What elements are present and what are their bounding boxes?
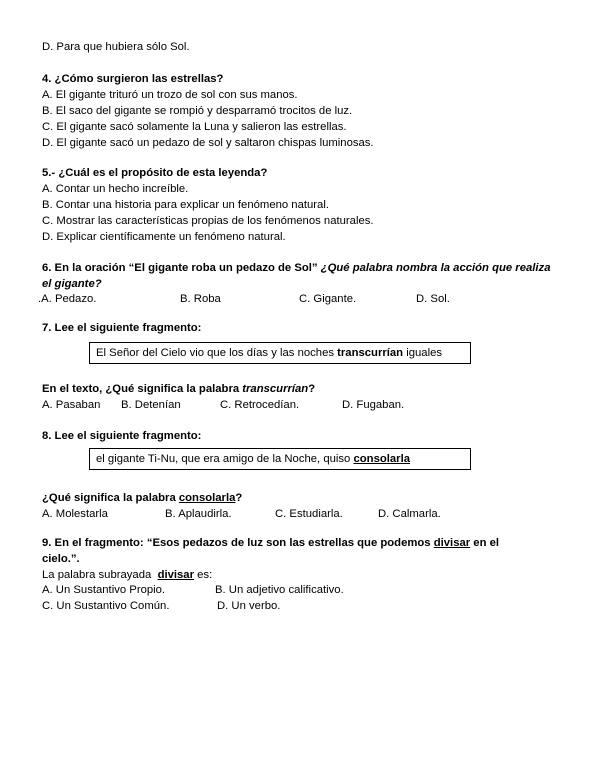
q8-option-a: A. Molestarla <box>42 508 108 520</box>
q8-option-b: B. Aplaudirla. <box>165 508 232 520</box>
q6-title-italic: ¿Qué palabra nombra la acción que realiza <box>317 262 551 274</box>
q8-question-text: ¿Qué significa la palabra <box>42 492 179 504</box>
q6-option-b: B. Roba <box>180 293 221 305</box>
q8-title: 8. Lee el siguiente fragmento: <box>42 430 202 442</box>
q7-title: 7. Lee el siguiente fragmento: <box>42 322 202 334</box>
q9-prompt-text: La palabra subrayada <box>42 569 158 581</box>
q7-question-text: En el texto, ¿Qué significa la palabra <box>42 383 243 395</box>
q4-option-a: A. El gigante trituró un trozo de sol con sus manos. <box>42 89 298 101</box>
q7-option-b: B. Detenían <box>121 399 181 411</box>
q8-question-word: consolarla <box>178 492 236 504</box>
q8-question-end: ? <box>235 492 243 504</box>
q4-option-c: C. El gigante sacó solamente la Luna y salieron las estrellas. <box>42 121 347 133</box>
q7-fragment-keyword: transcurrían <box>337 347 404 359</box>
q9-title-line2: cielo.”. <box>42 553 80 565</box>
q6-title-line2: el gigante? <box>42 278 102 290</box>
q6-option-d: D. Sol. <box>416 293 450 305</box>
q5-title: 5.- ¿Cuál es el propósito de esta leyenda? <box>42 167 268 179</box>
q7-question <box>42 382 315 396</box>
q9-option-a: A. Un Sustantivo Propio. <box>42 584 166 596</box>
q5-option-c: C. Mostrar las características propias de los fenómenos naturales. <box>42 215 374 227</box>
q6-title-bold: 6. En la oración “El gigante roba un pedazo de Sol” <box>42 262 318 274</box>
q7-fragment-text: El Señor del Cielo vio que los días y las noches <box>96 347 338 359</box>
q9-option-b: B. Un adjetivo calificativo. <box>215 584 344 596</box>
q7-option-c: C. Retrocedían. <box>220 399 300 411</box>
q6-option-c: C. Gigante. <box>299 293 357 305</box>
q8-fragment-text: el gigante Ti-Nu, que era amigo de la Noche, quiso <box>96 453 354 465</box>
q8-option-c: C. Estudiarla. <box>275 508 343 520</box>
q6-option-a: .A. Pedazo. <box>38 293 97 305</box>
q4-option-d: D. El gigante sacó un pedazo de sol y saltaron chispas luminosas. <box>42 137 374 149</box>
q7-fragment-tail: iguales <box>403 347 443 359</box>
q4-title: 4. ¿Cómo surgieron las estrellas? <box>42 73 224 85</box>
q4-option-b: B. El saco del gigante se rompió y desparramó trocitos de luz. <box>42 105 353 117</box>
q7-fragment-box <box>89 342 471 364</box>
q7-question-end: ? <box>308 383 316 395</box>
q9-title <box>42 536 499 550</box>
q9-prompt-end: es: <box>194 569 213 581</box>
q7-option-d: D. Fugaban. <box>342 399 405 411</box>
q9-title-tail: en el <box>470 537 500 549</box>
q9-prompt-word: divisar <box>157 569 194 581</box>
q5-option-d: D. Explicar científicamente un fenómeno natural. <box>42 231 286 243</box>
q6-title <box>42 261 550 275</box>
q9-title-word: divisar <box>433 537 471 549</box>
q5-option-b: B. Contar una historia para explicar un fenómeno natural. <box>42 199 329 211</box>
q9-option-c: C. Un Sustantivo Común. <box>42 600 170 612</box>
q7-option-a: A. Pasaban <box>42 399 101 411</box>
q9-option-d: D. Un verbo. <box>217 600 281 612</box>
q7-question-word: transcurrían <box>242 383 309 395</box>
q9-prompt <box>42 568 212 582</box>
q8-question <box>42 491 242 505</box>
q5-option-a: A. Contar un hecho increíble. <box>42 183 189 195</box>
q8-fragment-box <box>89 448 471 470</box>
q9-title-text: 9. En el fragmento: “Esos pedazos de luz son las estrellas que podemos <box>42 537 434 549</box>
q8-option-d: D. Calmarla. <box>378 508 441 520</box>
q3-option-d: D. Para que hubiera sólo Sol. <box>42 41 190 53</box>
q8-fragment-keyword: consolarla <box>353 453 410 465</box>
